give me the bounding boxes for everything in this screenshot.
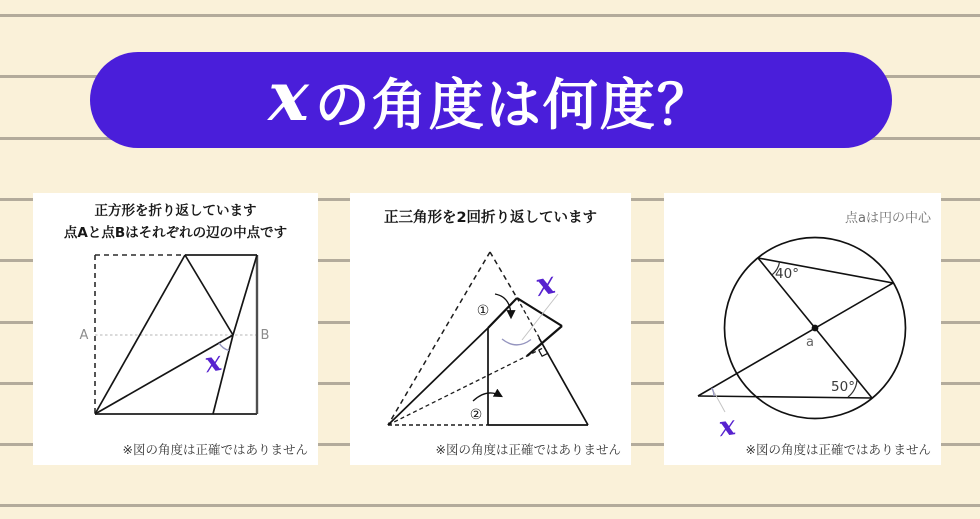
square-heading-line2: 点Aと点Bはそれぞれの辺の中点です <box>63 225 288 242</box>
square-heading-line1: 正方形を折り返しています <box>94 203 257 219</box>
title-x-symbol: x <box>268 57 309 137</box>
angle-x-arc <box>712 388 714 396</box>
angle-x-arc <box>219 343 229 351</box>
angle-40-label: 40° <box>775 266 799 282</box>
point-b-label: B <box>260 328 270 343</box>
flap-edge <box>488 298 517 328</box>
accuracy-note: ※図の角度は正確ではありません <box>122 442 308 457</box>
triangle-right-side-dashed <box>490 252 517 298</box>
angle-x-label: x <box>717 410 738 444</box>
circle-figure <box>664 193 941 465</box>
notebook-line <box>0 504 980 507</box>
center-point <box>812 325 819 332</box>
accuracy-note: ※図の角度は正確ではありません <box>745 442 931 457</box>
leader-line <box>714 392 725 412</box>
bottom-secant <box>698 396 872 398</box>
fold-line <box>185 255 233 335</box>
center-label: a <box>806 335 814 350</box>
triangle-right-side <box>539 338 588 425</box>
page-title: の角度は何度？ <box>314 72 714 137</box>
angle-x-label: x <box>202 345 224 380</box>
circle-panel <box>664 193 941 465</box>
title-banner <box>90 52 892 148</box>
circle-panel-heading: 点aは円の中心 <box>845 211 931 226</box>
angle-x-arc <box>502 339 531 345</box>
secant-through-center <box>698 283 893 396</box>
point-a-label: A <box>79 328 89 343</box>
fold1-number: ① <box>476 303 490 319</box>
notebook-line <box>0 14 980 17</box>
accuracy-note: ※図の角度は正確ではありません <box>435 442 621 457</box>
triangle-fold-panel <box>350 193 631 465</box>
triangle-fold-figure <box>350 193 631 465</box>
angle-50-label: 50° <box>831 379 855 395</box>
fold2-number: ② <box>469 407 483 423</box>
triangle-panel-heading: 正三角形を2回折り返しています <box>383 210 598 226</box>
fold-line <box>233 255 257 335</box>
fold2-arrow <box>473 393 501 401</box>
angle-x-label: x <box>532 264 559 304</box>
flap-edge <box>527 326 562 356</box>
square-fold-panel <box>33 193 318 465</box>
square-panel-heading <box>33 200 318 245</box>
